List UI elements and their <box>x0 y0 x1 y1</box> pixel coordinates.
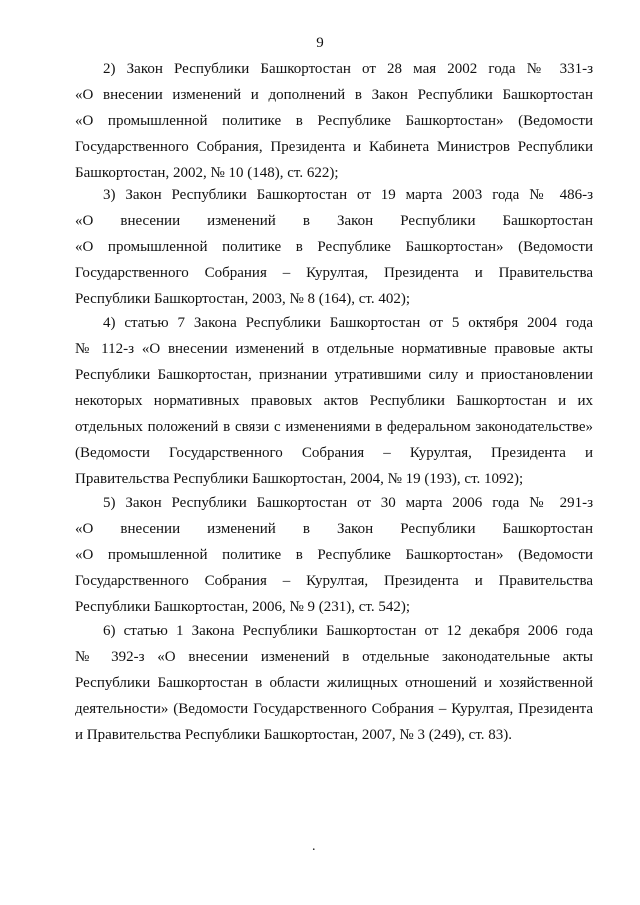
paragraph-line: Республики Башкортостан, признании утратившими силу и приостановлении <box>75 367 593 383</box>
list-item-4 <box>75 310 593 492</box>
paragraph-line: № 392-з «О внесении изменений в отдельные законодательные акты <box>75 649 593 665</box>
paragraph-line: отдельных положений в связи с изменениями в федеральном законодательстве» <box>75 419 593 435</box>
paragraph-line: № 112-з «О внесении изменений в отдельные нормативные правовые акты <box>75 341 593 357</box>
paragraph-line: некоторых нормативных правовых актов Республики Башкортостан и их <box>75 393 593 409</box>
paragraph-line: 4) статью 7 Закона Республики Башкортостан от 5 октября 2004 года <box>103 315 593 331</box>
page-number: 9 <box>316 35 324 51</box>
paragraph-line: 3) Закон Республики Башкортостан от 19 марта 2003 года № 486-з <box>103 187 593 203</box>
paragraph-line: и Правительства Республики Башкортостан, 2007, № 3 (249), ст. 83). <box>75 727 513 743</box>
paragraph-line: 2) Закон Республики Башкортостан от 28 мая 2002 года № 331-з <box>103 61 593 77</box>
list-item-5 <box>75 490 593 620</box>
paragraph-line: Правительства Республики Башкортостан, 2004, № 19 (193), ст. 1092); <box>75 471 524 487</box>
paragraph-line: Государственного Собрания – Курултая, Президента и Правительства <box>75 265 593 281</box>
paragraph-line: Государственного Собрания, Президента и Кабинета Министров Республики <box>75 139 593 155</box>
paragraph-line: «О внесении изменений и дополнений в Закон Республики Башкортостан <box>75 87 593 103</box>
paragraph-line: Республики Башкортостан в области жилищных отношений и хозяйственной <box>75 675 593 691</box>
paragraph-line: Республики Башкортостан, 2003, № 8 (164), ст. 402); <box>75 291 411 307</box>
paragraph-line: «О внесении изменений в Закон Республики Башкортостан <box>75 213 593 229</box>
list-item-6 <box>75 618 593 748</box>
paragraph-line: «О промышленной политике в Республике Башкортостан» (Ведомости <box>75 113 593 129</box>
paragraph-line: деятельности» (Ведомости Государственного Собрания – Курултая, Президента <box>75 701 593 717</box>
paragraph-line: (Ведомости Государственного Собрания – Курултая, Президента и <box>75 445 593 461</box>
paragraph-line: «О внесении изменений в Закон Республики Башкортостан <box>75 521 593 537</box>
list-item-2 <box>75 56 593 186</box>
paragraph-line: 5) Закон Республики Башкортостан от 30 марта 2006 года № 291-з <box>103 495 593 511</box>
paragraph-line: Государственного Собрания – Курултая, Президента и Правительства <box>75 573 593 589</box>
footer-mark: . <box>312 839 316 854</box>
paragraph-line: «О промышленной политике в Республике Башкортостан» (Ведомости <box>75 239 593 255</box>
list-item-3 <box>75 182 593 312</box>
paragraph-line: Республики Башкортостан, 2006, № 9 (231), ст. 542); <box>75 599 411 615</box>
paragraph-line: 6) статью 1 Закона Республики Башкортостан от 12 декабря 2006 года <box>103 623 593 639</box>
paragraph-line: «О промышленной политике в Республике Башкортостан» (Ведомости <box>75 547 593 563</box>
paragraph-line: Башкортостан, 2002, № 10 (148), ст. 622); <box>75 165 339 181</box>
